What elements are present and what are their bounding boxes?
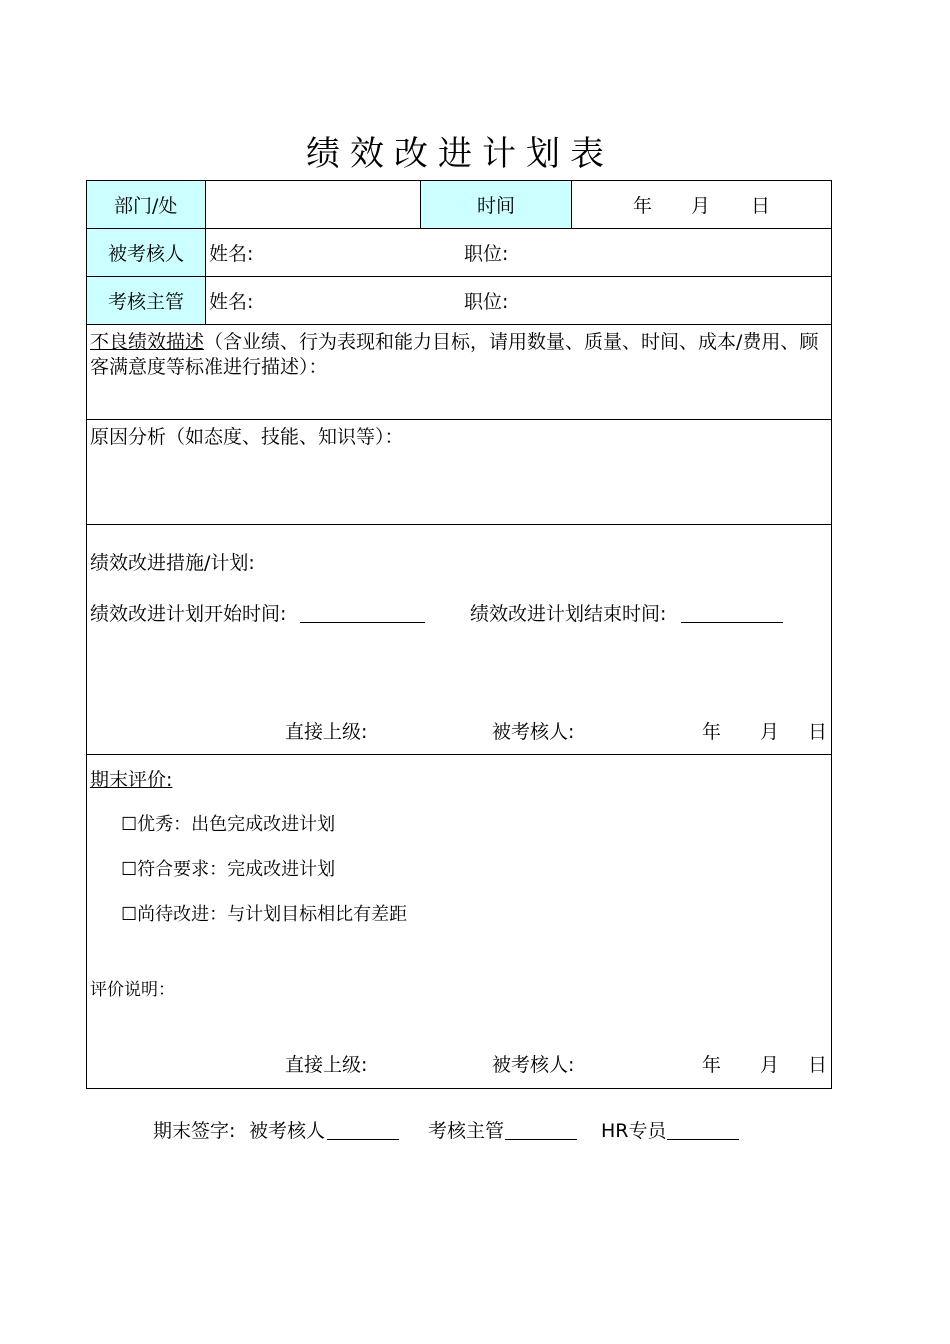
description-text [90, 330, 818, 354]
evaluation-option-excellent[interactable]: ☐优秀：出色完成改进计划 [121, 814, 336, 835]
description-label: 不良绩效描述 [90, 331, 205, 353]
description-text-line2: 客满意度等标准进行描述）： [90, 356, 328, 378]
reviewee-label: 被考核人 [108, 243, 185, 265]
time-label: 时间 [477, 195, 516, 217]
page-title: 绩效改进计划表 [306, 134, 614, 174]
row-divider [86, 754, 832, 755]
col-divider [571, 180, 572, 228]
evaluation-reviewee: 被考核人: [492, 1054, 575, 1076]
date-day: 日 [751, 195, 771, 217]
plan-start-blank[interactable] [300, 603, 425, 623]
dept-label: 部门/处 [114, 195, 178, 217]
row-divider [86, 228, 832, 229]
plan-year: 年 [702, 721, 722, 743]
signature-supervisor: 考核主管 [428, 1120, 505, 1142]
reviewee-position-label: 职位: [464, 243, 509, 265]
signature-prefix: 期末签字: [153, 1120, 236, 1142]
plan-day: 日 [808, 721, 828, 743]
plan-month: 月 [760, 721, 780, 743]
row-divider [86, 524, 832, 525]
signature-hr-blank[interactable] [667, 1120, 739, 1140]
description-text-line1: （含业绩、行为表现和能力目标，请用数量、质量、时间、成本/费用、顾 [204, 331, 819, 353]
supervisor-position-label: 职位: [464, 291, 509, 313]
evaluation-label: 期末评价: [90, 769, 173, 791]
col-divider [420, 180, 421, 228]
plan-measures-label: 绩效改进措施/计划: [90, 552, 255, 574]
evaluation-year: 年 [702, 1054, 722, 1076]
cause-label: 原因分析（如态度、技能、知识等）： [90, 426, 404, 448]
supervisor-label: 考核主管 [108, 291, 185, 313]
plan-direct-superior: 直接上级: [285, 721, 368, 743]
evaluation-day: 日 [808, 1054, 828, 1076]
reviewee-name-label: 姓名: [209, 243, 254, 265]
evaluation-remarks-label: 评价说明： [90, 980, 175, 1000]
date-month: 月 [691, 195, 711, 217]
evaluation-option-needs-improvement[interactable]: ☐尚待改进：与计划目标相比有差距 [121, 904, 408, 925]
plan-reviewee: 被考核人: [492, 721, 575, 743]
plan-end-label: 绩效改进计划结束时间: [470, 603, 667, 625]
supervisor-name-label: 姓名: [209, 291, 254, 313]
dept-field[interactable] [206, 181, 420, 228]
signature-hr: HR专员 [601, 1120, 667, 1142]
row-divider [86, 324, 832, 325]
evaluation-direct-superior: 直接上级: [285, 1054, 368, 1076]
signature-reviewee-blank[interactable] [327, 1120, 399, 1140]
plan-end-blank[interactable] [681, 603, 783, 623]
signature-reviewee: 被考核人 [249, 1120, 326, 1142]
row-divider [86, 276, 832, 277]
signature-supervisor-blank[interactable] [505, 1120, 577, 1140]
row-divider [86, 419, 832, 420]
evaluation-option-meets[interactable]: ☐符合要求：完成改进计划 [121, 859, 336, 880]
evaluation-month: 月 [760, 1054, 780, 1076]
plan-start-label: 绩效改进计划开始时间: [90, 603, 287, 625]
date-year: 年 [633, 195, 653, 217]
